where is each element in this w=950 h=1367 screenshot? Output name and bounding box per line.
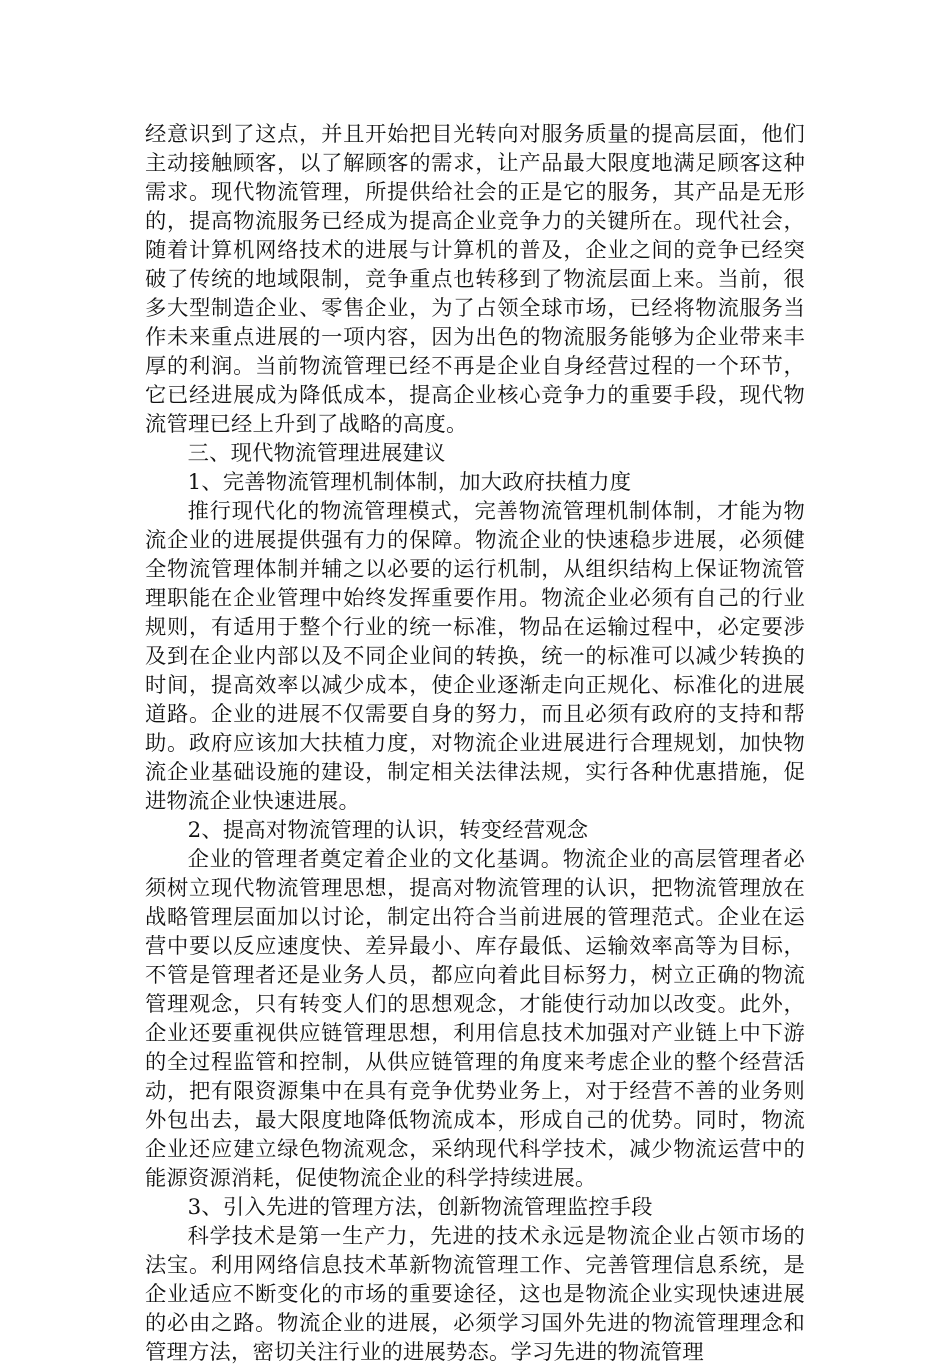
subheading-mechanism-system: 1、完善物流管理机制体制，加大政府扶植力度 [187, 470, 632, 495]
paragraph-mechanism-system: 推行现代化的物流管理模式，完善物流管理机制体制，才能为物流企业的进展提供强有力的保障。物流企业的快速稳步进展，必须健全物流管理体制并辅之以必要的运行机制，从组织结构上保证物流管理职能在企业管理中始终发挥重要作用。物流企业必须有自己的行业规则，有适用于整个行业的统一标准，物品在运输过程中，必定要涉及到在企业内部以及不同企业间的转换，统一的标准可以减少转换的时间，提高效率以减少成本，使企业逐渐走向正规化、标准化的进展道路。企业的进展不仅需要自身的努力，而且必须有政府的支持和帮助。政府应该加大扶植力度，对物流企业进展进行合理规划，加快物流企业基础设施的建设，制定相关法律法规，实行各种优惠措施，促进物流企业快速进展。 [145, 499, 805, 814]
subheading-advanced-methods: 3、引入先进的管理方法，创新物流管理监控手段 [187, 1195, 653, 1220]
paragraph-service-competition: 经意识到了这点，并且开始把目光转向对服务质量的提高层面，他们主动接触顾客，以了解顾客的需求，让产品最大限度地满足顾客这种需求。现代物流管理，所提供给社会的正是它的服务，其产品是无形的，提高物流服务已经成为提高企业竞争力的关键所在。现代社会，随着计算机网络技术的进展与计算机的普及，企业之间的竞争已经突破了传统的地域限制，竞争重点也转移到了物流层面上来。当前，很多大型制造企业、零售企业，为了占领全球市场，已经将物流服务当作未来重点进展的一项内容，因为出色的物流服务能够为企业带来丰厚的利润。当前物流管理已经不再是企业自身经营过程的一个环节，它已经进展成为降低成本，提高企业核心竞争力的重要手段，现代物流管理已经上升到了战略的高度。 [145, 122, 805, 437]
subheading-management-awareness: 2、提高对物流管理的认识，转变经营观念 [187, 818, 589, 843]
paragraph-management-awareness: 企业的管理者奠定着企业的文化基调。物流企业的高层管理者必须树立现代物流管理思想，提高对物流管理的认识，把物流管理放在战略管理层面加以讨论，制定出符合当前进展的管理范式。企业在运营中要以反应速度快、差异最小、库存最低、运输效率高等为目标，不管是管理者还是业务人员，都应向着此目标努力，树立正确的物流管理观念，只有转变人们的思想观念，才能使行动加以改变。此外，企业还要重视供应链管理思想，利用信息技术加强对产业链上中下游的全过程监管和控制，从供应链管理的角度来考虑企业的整个经营活动，把有限资源集中在具有竞争优势业务上，对于经营不善的业务则外包出去，最大限度地降低物流成本，形成自己的优势。同时，物流企业还应建立绿色物流观念，采纳现代科学技术，减少物流运营中的能源资源消耗，促使物流企业的科学持续进展。 [145, 847, 805, 1191]
paragraph-advanced-methods: 科学技术是第一生产力，先进的技术永远是物流企业占领市场的法宝。利用网络信息技术革新物流管理工作、完善管理信息系统，是企业适应不断变化的市场的重要途径，这也是物流企业实现快速进展的必由之路。物流企业的进展，必须学习国外先进的物流管理理念和管理方法，密切关注行业的进展势态。学习先进的物流管理 [145, 1224, 805, 1365]
document-body [145, 120, 805, 1367]
section-heading-suggestions: 三、现代物流管理进展建议 [187, 441, 446, 466]
